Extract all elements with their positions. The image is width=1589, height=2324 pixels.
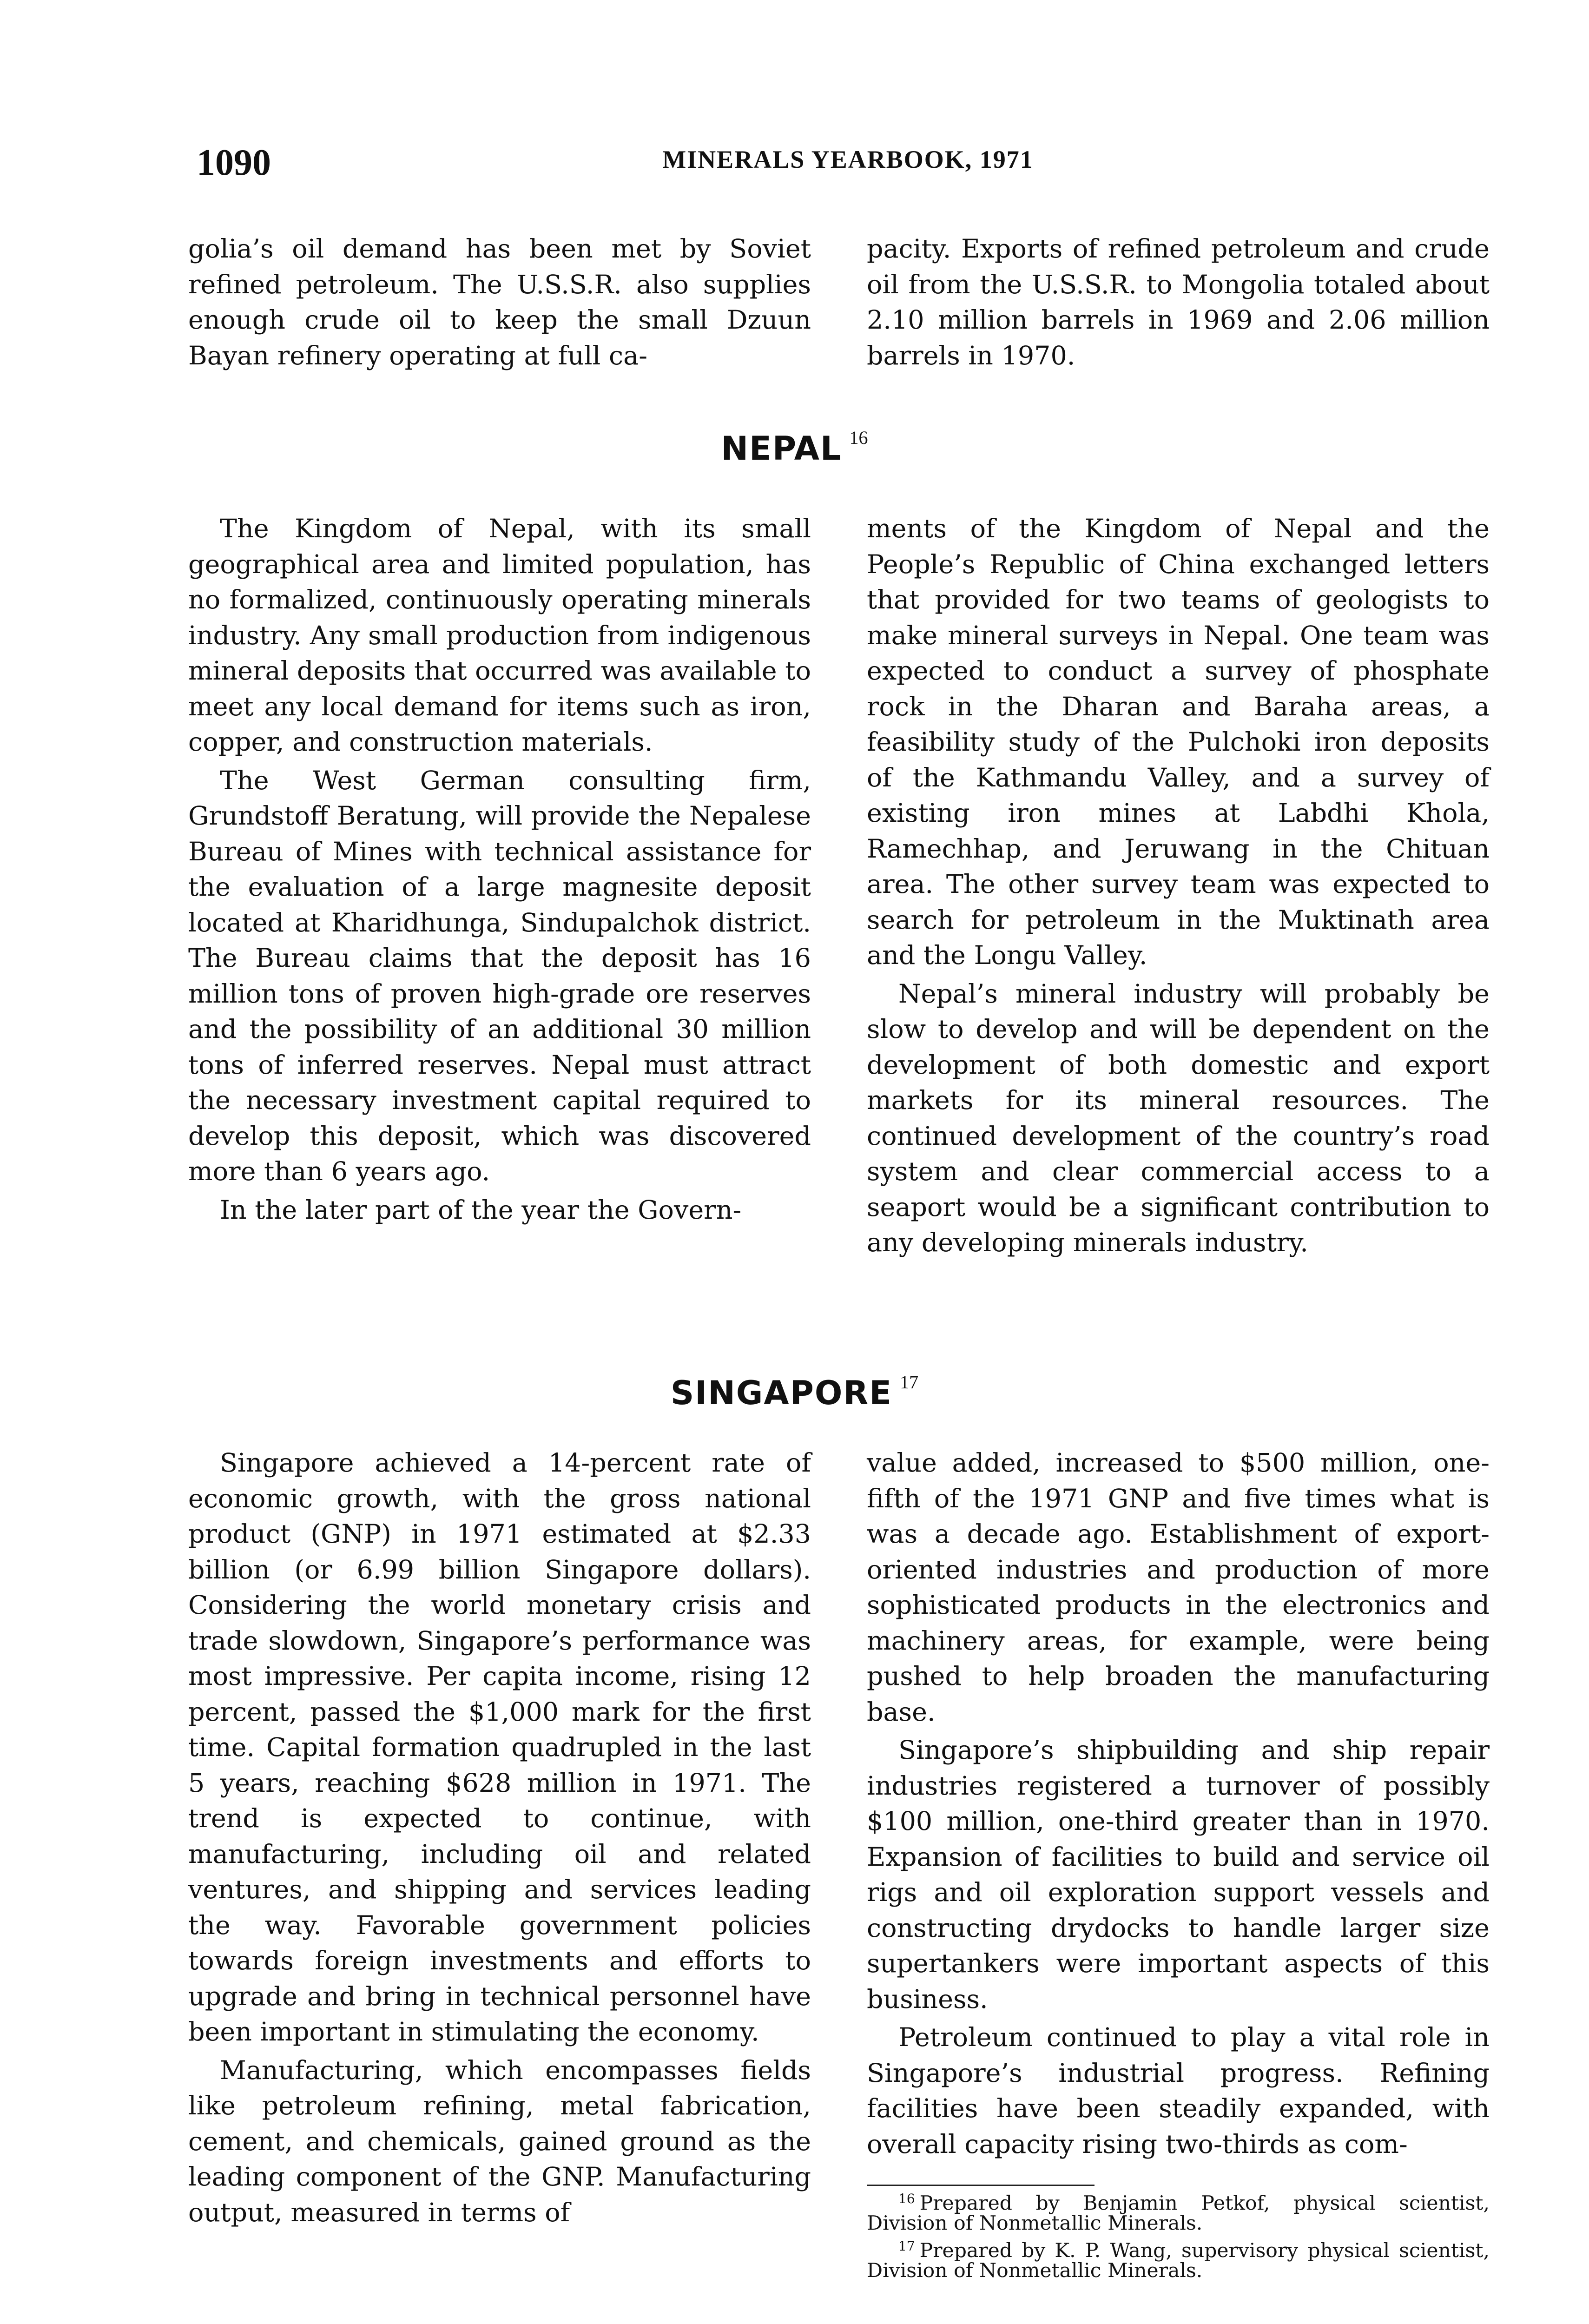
nepal-columns: [188, 511, 1490, 1264]
nepal-paragraph: The Kingdom of Nepal, with its small geographical area and limited population, has no formalized, continuously operating minerals industry. Any small production from indigenous mineral deposits that occurred was available to meet any local demand for items such as iron, copper, and construction materials.: [188, 514, 811, 757]
page-number: 1090: [197, 142, 271, 183]
intro-columns: [188, 231, 1490, 376]
nepal-heading: [0, 427, 1589, 468]
nepal-heading-text: NEPAL: [721, 429, 842, 468]
singapore-left-column: [188, 1446, 811, 2284]
singapore-paragraph: value added, increased to $500 million, one-fifth of the 1971 GNP and five times what is was a decade ago. Establishment of export-oriented industries and production of more sophisticated products in the electronics and machinery areas, for example, were being pushed to help broaden the manufacturing base.: [867, 1448, 1490, 1727]
singapore-right-column: [867, 1446, 1490, 2284]
footnote-divider: [867, 2185, 1094, 2186]
singapore-paragraph: Singapore’s shipbuilding and ship repair industries registered a turnover of possibly $100 million, one-third greater than in 1970. Expansion of facilities to build and service oil rigs and oil exploration support vessels and constructing drydocks to handle larger size supertankers were important aspects of this business.: [867, 1735, 1490, 2014]
footnote-marker: 17: [898, 2238, 915, 2254]
nepal-left-column: [188, 511, 811, 1264]
nepal-paragraph: ments of the Kingdom of Nepal and the People’s Republic of China exchanged letters that provided for two teams of geologists to make mineral surveys in Nepal. One team was expected to conduct a survey of phosphate rock in the Dharan and Baraha areas, a feasibility study of the Pulchoki iron deposits of the Kathmandu Valley, and a survey of existing iron mines at Labdhi Khola, Ramechhap, and Jeruwang in the Chituan area. The other survey team was expected to search for petroleum in the Muktinath area and the Longu Valley.: [867, 514, 1490, 971]
footnote: [867, 2189, 1490, 2233]
singapore-paragraph: Manufacturing, which encompasses fields like petroleum refining, metal fabrication, cement, and chemicals, gained ground as the leading component of the GNP. Manufacturing output, measured in terms of: [188, 2055, 811, 2228]
nepal-paragraph: Nepal’s mineral industry will probably be slow to develop and will be dependent on the development of both domestic and export markets for its mineral resources. The continued development of the country’s road system and clear commercial access to a seaport would be a significant contribution to any developing minerals industry.: [867, 978, 1490, 1258]
intro-right-paragraph: pacity. Exports of refined petroleum and crude oil from the U.S.S.R. to Mongolia totaled about 2.10 million barrels in 1969 and 2.06 million barrels in 1970.: [867, 234, 1490, 371]
singapore-paragraph: Singapore achieved a 14-percent rate of economic growth, with the gross national product (GNP) in 1971 estimated at $2.33 billion (or 6.99 billion Singapore dollars). Considering the world monetary crisis and trade slowdown, Singapore’s performance was most impressive. Per capita income, rising 12 percent, passed the $1,000 mark for the first time. Capital formation quadrupled in the last 5 years, reaching $628 million in 1971. The trend is expected to continue, with manufacturing, including oil and related ventures, and shipping and services leading the way. Favorable government policies towards foreign investments and efforts to upgrade and bring in technical personnel have been important in stimulating the economy.: [188, 1448, 811, 2047]
footnote-text: Prepared by Benjamin Petkof, physical scientist, Division of Nonmetallic Minerals.: [867, 2192, 1490, 2235]
intro-left-paragraph: golia’s oil demand has been met by Soviet refined petroleum. The U.S.S.R. also supplies enough crude oil to keep the small Dzuun Bayan refinery operating at full ca-: [188, 234, 811, 371]
nepal-paragraph: The West German consulting firm, Grundstoff Beratung, will provide the Nepalese Bureau of Mines with technical assistance for the evaluation of a large magnesite deposit located at Kharidhunga, Sindupalchok district. The Bureau claims that the deposit has 16 million tons of proven high-grade ore reserves and the possibility of an additional 30 million tons of inferred reserves. Nepal must attract the necessary investment capital required to develop this deposit, which was discovered more than 6 years ago.: [188, 765, 811, 1187]
singapore-footnote-ref: 17: [900, 1372, 919, 1393]
intro-left-column: [188, 231, 811, 376]
intro-right-column: [867, 231, 1490, 376]
nepal-footnote-ref: 16: [849, 427, 868, 448]
singapore-heading: [0, 1371, 1589, 1412]
singapore-columns: [188, 1446, 1490, 2284]
footnote-marker: 16: [898, 2191, 915, 2206]
page-header: [197, 138, 1499, 189]
footnote-text: Prepared by K. P. Wang, supervisory physical scientist, Division of Nonmetallic Minerals.: [867, 2239, 1490, 2282]
footnote: [867, 2236, 1490, 2281]
singapore-paragraph: Petroleum continued to play a vital role in Singapore’s industrial progress. Refining facilities have been steadily expanded, with overall capacity rising two-thirds as com-: [867, 2022, 1490, 2159]
nepal-paragraph: In the later part of the year the Govern-: [220, 1195, 742, 1225]
nepal-right-column: [867, 511, 1490, 1264]
singapore-heading-text: SINGAPORE: [670, 1374, 893, 1412]
running-title: MINERALS YEARBOOK, 1971: [662, 145, 1034, 173]
